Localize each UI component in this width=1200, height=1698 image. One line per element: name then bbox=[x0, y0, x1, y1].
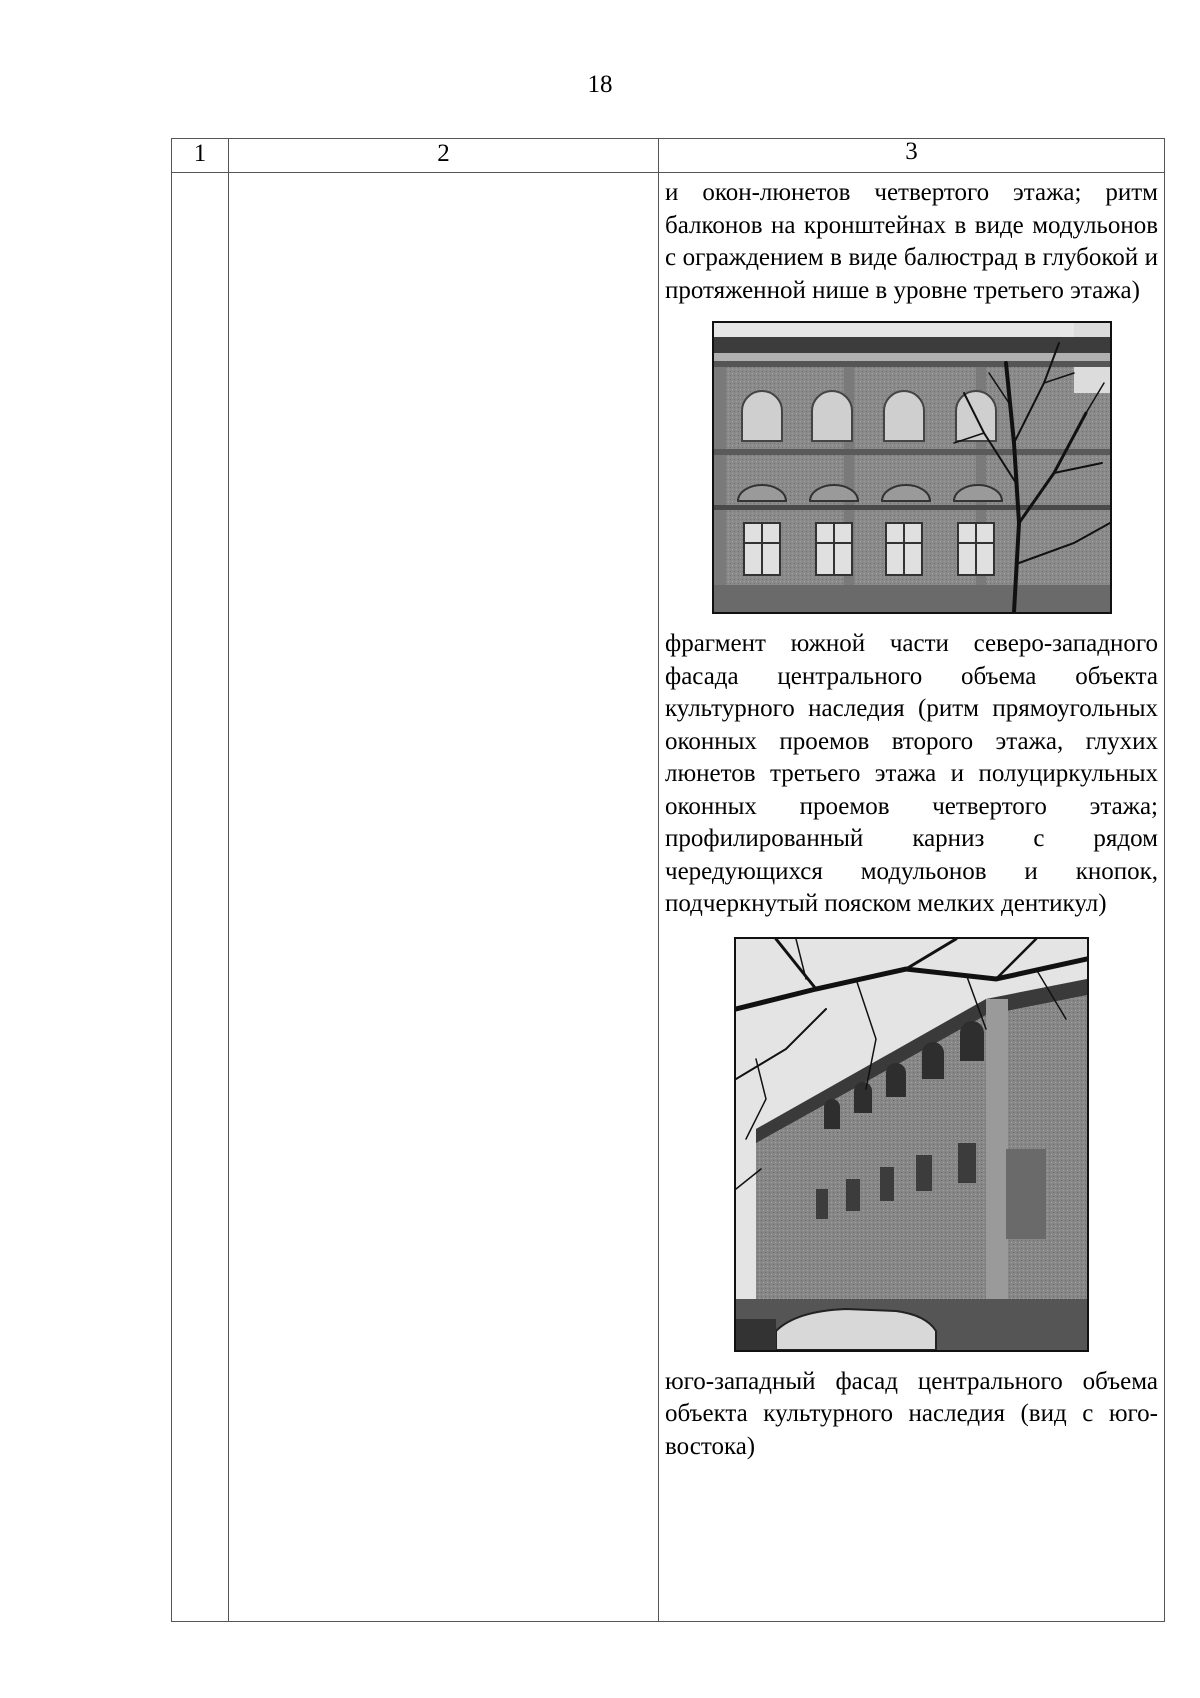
header-cell-1: 1 bbox=[172, 139, 229, 173]
facade-photo-southwest-icon bbox=[734, 937, 1089, 1352]
facade-photo-southwest-svg bbox=[736, 939, 1087, 1350]
photo-caption-southwest: юго-западный фасад центрального объема объекта культурного наследия (вид с юго-востока) bbox=[665, 1367, 1158, 1460]
text-continuation: и окон-люнетов четвертого этажа; ритм балконов на кронштейнах в виде модульонов с ограждением в виде балюстрад в глубокой и протяженной нише в уровне третьего этажа) bbox=[665, 179, 1158, 304]
cell-col-3 bbox=[659, 173, 1165, 1622]
header-cell-2: 2 bbox=[229, 139, 659, 173]
table-header-row bbox=[172, 139, 1165, 173]
header-cell-3: 3 bbox=[659, 139, 1165, 173]
document-table bbox=[171, 138, 1165, 1622]
facade-photo-northwest-icon bbox=[712, 321, 1112, 614]
facade-photo-northwest-svg bbox=[714, 323, 1110, 612]
cell-col-2 bbox=[229, 173, 659, 1622]
photo-caption-northwest: фрагмент южной части северо-западного фасада центрального объема объекта культурного наследия (ритм прямоугольных оконных проемов второго этажа, глухих люнетов третьего этажа и полуциркульных оконных проемов четвертого этажа; профилированный карниз с рядом чередующихся модульонов и кнопок, подчеркнутый пояском мелких дентикул) bbox=[665, 630, 1158, 917]
table-row bbox=[172, 173, 1165, 1622]
cell-col-1 bbox=[172, 173, 229, 1622]
page-number: 18 bbox=[587, 71, 613, 98]
